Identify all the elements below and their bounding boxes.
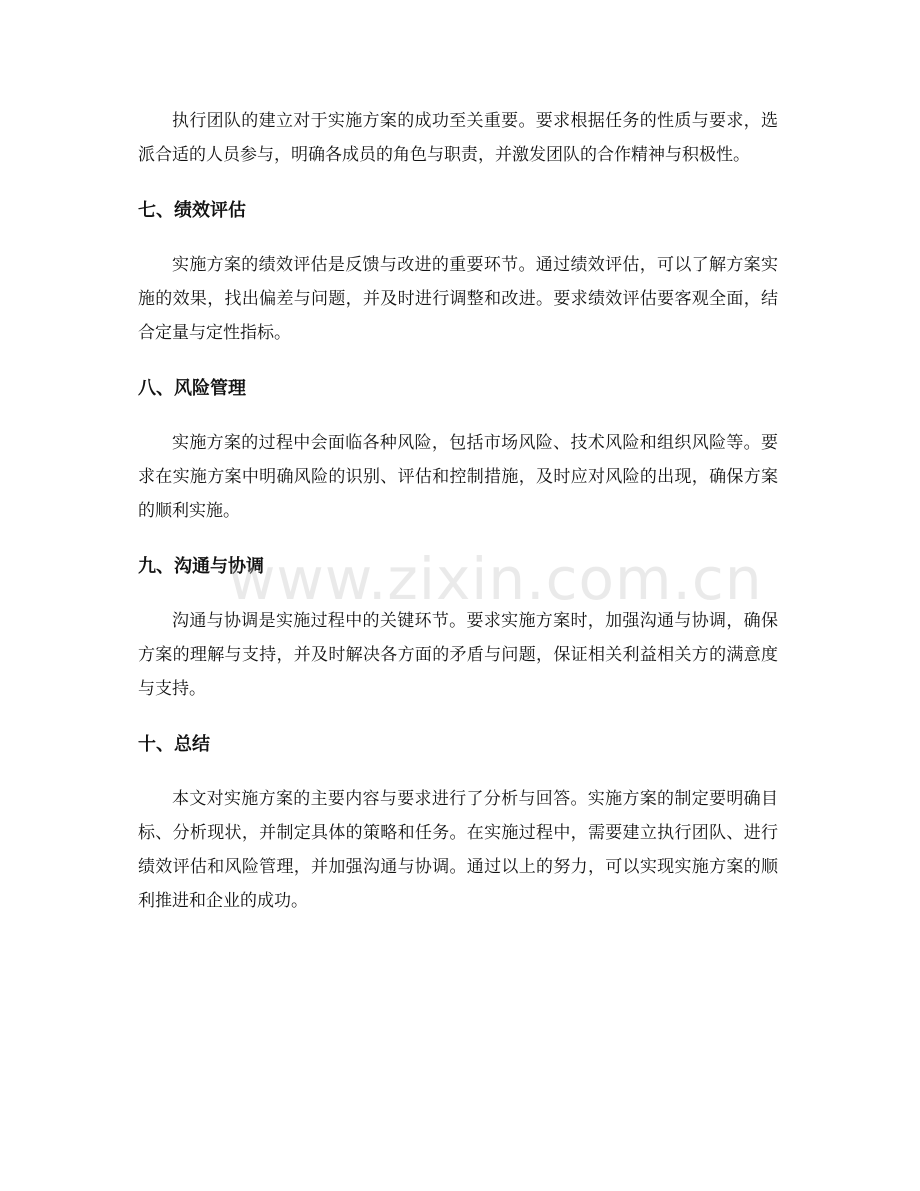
heading-communication: 九、沟通与协调 xyxy=(138,556,264,577)
paragraph-performance-evaluation: 实施方案的绩效评估是反馈与改进的重要环节。通过绩效评估，可以了解方案实施的效果，找出偏差与问题，并及时进行调整和改进。要求绩效评估要客观全面，结合定量与定性指标。 xyxy=(138,255,778,343)
paragraph-communication: 沟通与协调是实施过程中的关键环节。要求实施方案时，加强沟通与协调，确保方案的理解与支持，并及时解决各方面的矛盾与问题，保证相关利益相关方的满意度与支持。 xyxy=(138,611,778,699)
paragraph-execution-team: 执行团队的建立对于实施方案的成功至关重要。要求根据任务的性质与要求，选派合适的人员参与，明确各成员的角色与职责，并激发团队的合作精神与积极性。 xyxy=(138,111,778,165)
watermark-text: www.zixin.com.cn xyxy=(228,545,763,613)
document-body xyxy=(138,104,778,918)
heading-summary: 十、总结 xyxy=(138,734,210,755)
heading-risk-management: 八、风险管理 xyxy=(138,378,246,399)
paragraph-summary: 本文对实施方案的主要内容与要求进行了分析与回答。实施方案的制定要明确目标、分析现状，并制定具体的策略和任务。在实施过程中，需要建立执行团队、进行绩效评估和风险管理，并加强沟通与协调。通过以上的努力，可以实现实施方案的顺利推进和企业的成功。 xyxy=(138,789,778,911)
paragraph-risk-management: 实施方案的过程中会面临各种风险，包括市场风险、技术风险和组织风险等。要求在实施方案中明确风险的识别、评估和控制措施，及时应对风险的出现，确保方案的顺利实施。 xyxy=(138,433,778,521)
heading-performance-evaluation: 七、绩效评估 xyxy=(138,200,246,221)
